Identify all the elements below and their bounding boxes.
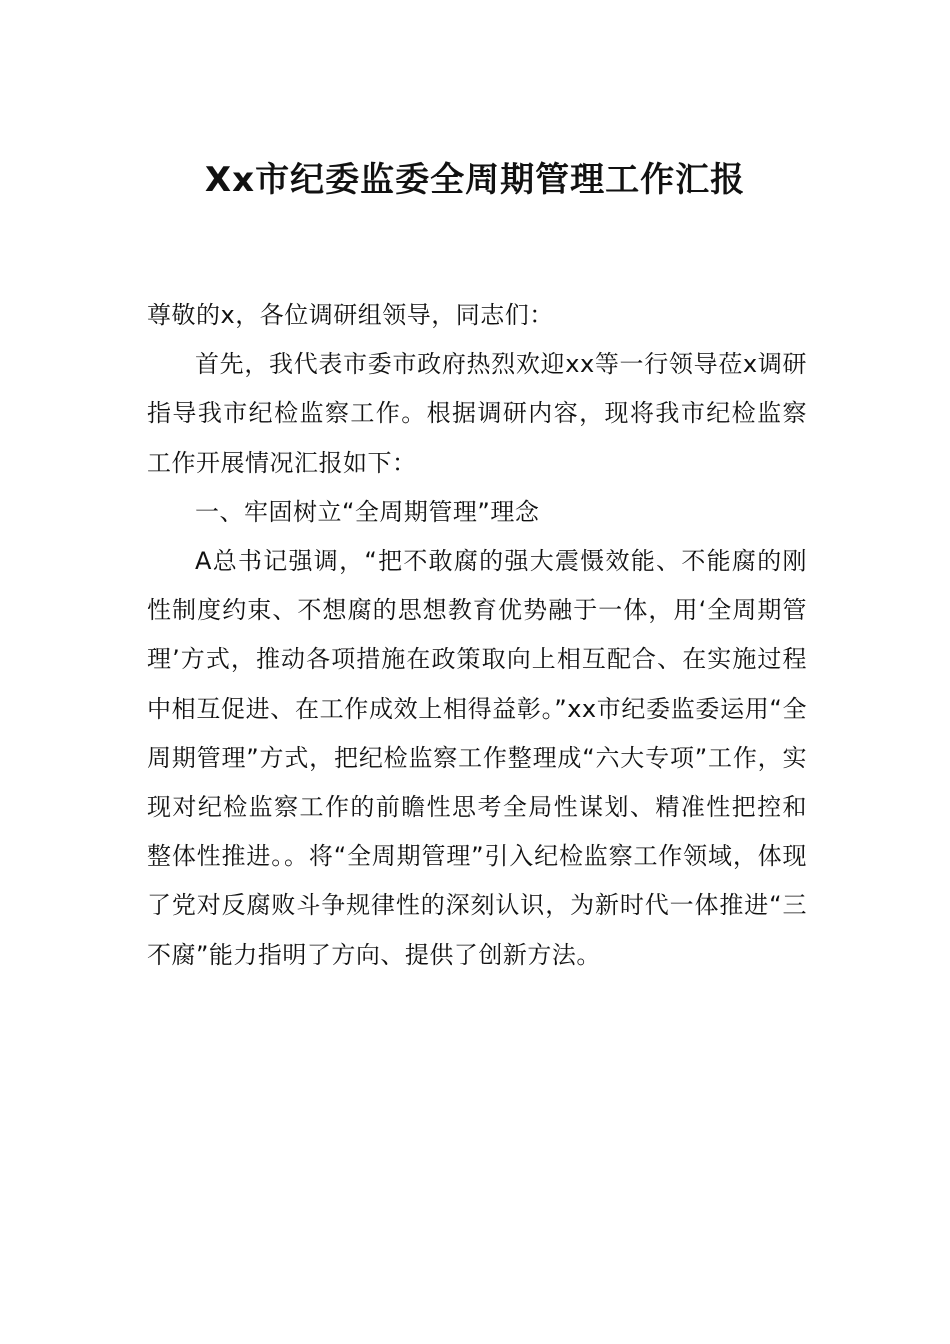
paragraph-intro: 首先，我代表市委市政府热烈欢迎xx等一行领导莅x调研指导我市纪检监察工作。根据调研内容，现将我市纪检监察工作开展情况汇报如下：: [147, 350, 807, 477]
document-title: Xx市纪委监委全周期管理工作汇报: [204, 160, 746, 200]
salutation: 尊敬的x，各位调研组领导，同志们：: [147, 301, 554, 329]
document-body: [147, 291, 807, 980]
paragraph-body: A总书记强调，“把不敢腐的强大震慑效能、不能腐的刚性制度约束、不想腐的思想教育优势融于一体，用‘全周期管理’方式，推动各项措施在政策取向上相互配合、在实施过程中相互促进、在工作成效上相得益彰。”xx市纪委监委运用“全周期管理”方式，把纪检监察工作整理成“六大专项”工作，实现对纪检监察工作的前瞻性思考全局性谋划、精准性把控和整体性推进。。将“全周期管理”引入纪检监察工作领域，体现了党对反腐败斗争规律性的深刻认识，为新时代一体推进“三不腐”能力指明了方向、提供了创新方法。: [147, 547, 807, 969]
section-heading: 一、牢固树立“全周期管理”理念: [195, 497, 540, 526]
